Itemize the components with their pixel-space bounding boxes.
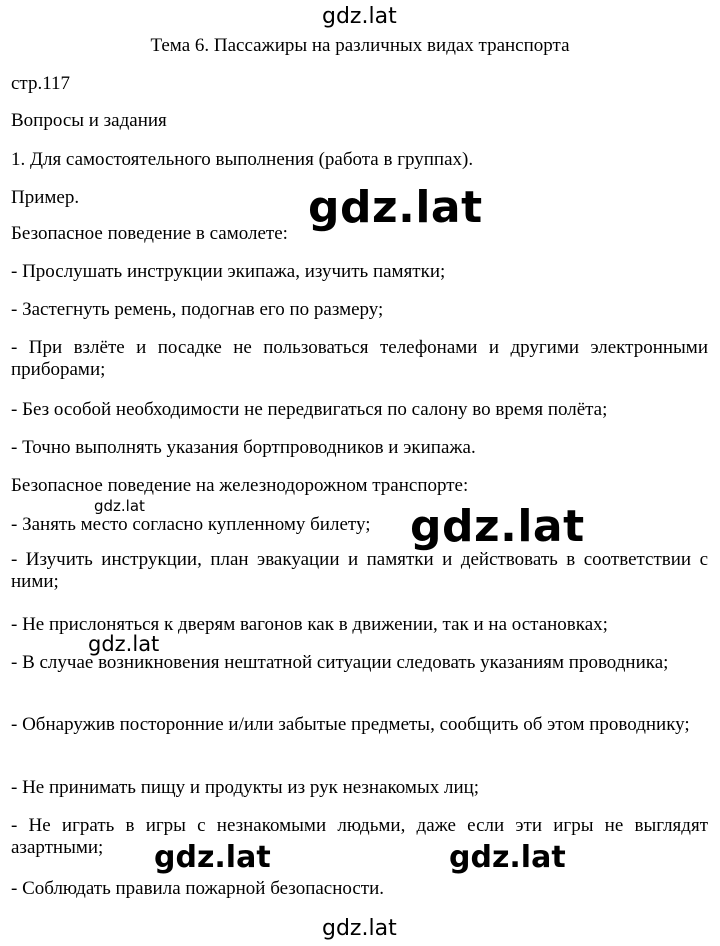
airplane-item: - Застегнуть ремень, подогнав его по размеру; <box>11 299 384 320</box>
watermark-large: gdz.lat <box>410 501 585 552</box>
airplane-heading: Безопасное поведение в самолете: <box>11 223 288 244</box>
watermark-footer: gdz.lat <box>322 916 397 941</box>
watermark-large: gdz.lat <box>308 182 483 233</box>
watermark-medium: gdz.lat <box>449 840 566 875</box>
watermark-small: gdz.lat <box>94 497 145 515</box>
railway-item: - Обнаружив посторонние и/или забытые предметы, сообщить об этом проводнику; <box>11 714 690 735</box>
railway-item: - Соблюдать правила пожарной безопасности. <box>11 878 385 899</box>
task-heading: 1. Для самостоятельного выполнения (работа в группах). <box>11 149 474 170</box>
section-title: Вопросы и задания <box>11 110 167 131</box>
watermark-medium: gdz.lat <box>154 840 271 875</box>
watermark-small: gdz.lat <box>88 632 160 656</box>
railway-item: - Не играть в игры с незнакомыми людьми, даже если эти игры не выглядят азартными; <box>11 815 708 858</box>
airplane-item: - Прослушать инструкции экипажа, изучить памятки; <box>11 261 446 282</box>
railway-item: - Изучить инструкции, план эвакуации и памятки и действовать в соответствии с ними; <box>11 549 708 592</box>
railway-item: - В случае возникновения нештатной ситуации следовать указаниям проводника; <box>11 652 669 673</box>
railway-item: - Не принимать пищу и продукты из рук незнакомых лиц; <box>11 777 480 798</box>
airplane-item: - Точно выполнять указания бортпроводников и экипажа. <box>11 437 476 458</box>
page-reference: стр.117 <box>11 73 71 94</box>
railway-heading: Безопасное поведение на железнодорожном транспорте: <box>11 475 469 496</box>
railway-item: - Занять место согласно купленному билету; <box>11 514 371 535</box>
watermark-top: gdz.lat <box>322 4 397 29</box>
example-label: Пример. <box>11 187 80 208</box>
airplane-item: - При взлёте и посадке не пользоваться телефонами и другими электронными приборами; <box>11 337 708 380</box>
railway-item: - Не прислоняться к дверям вагонов как в движении, так и на остановках; <box>11 614 608 635</box>
airplane-item: - Без особой необходимости не передвигаться по салону во время полёта; <box>11 399 608 420</box>
topic-title: Тема 6. Пассажиры на различных видах транспорта <box>150 35 570 56</box>
